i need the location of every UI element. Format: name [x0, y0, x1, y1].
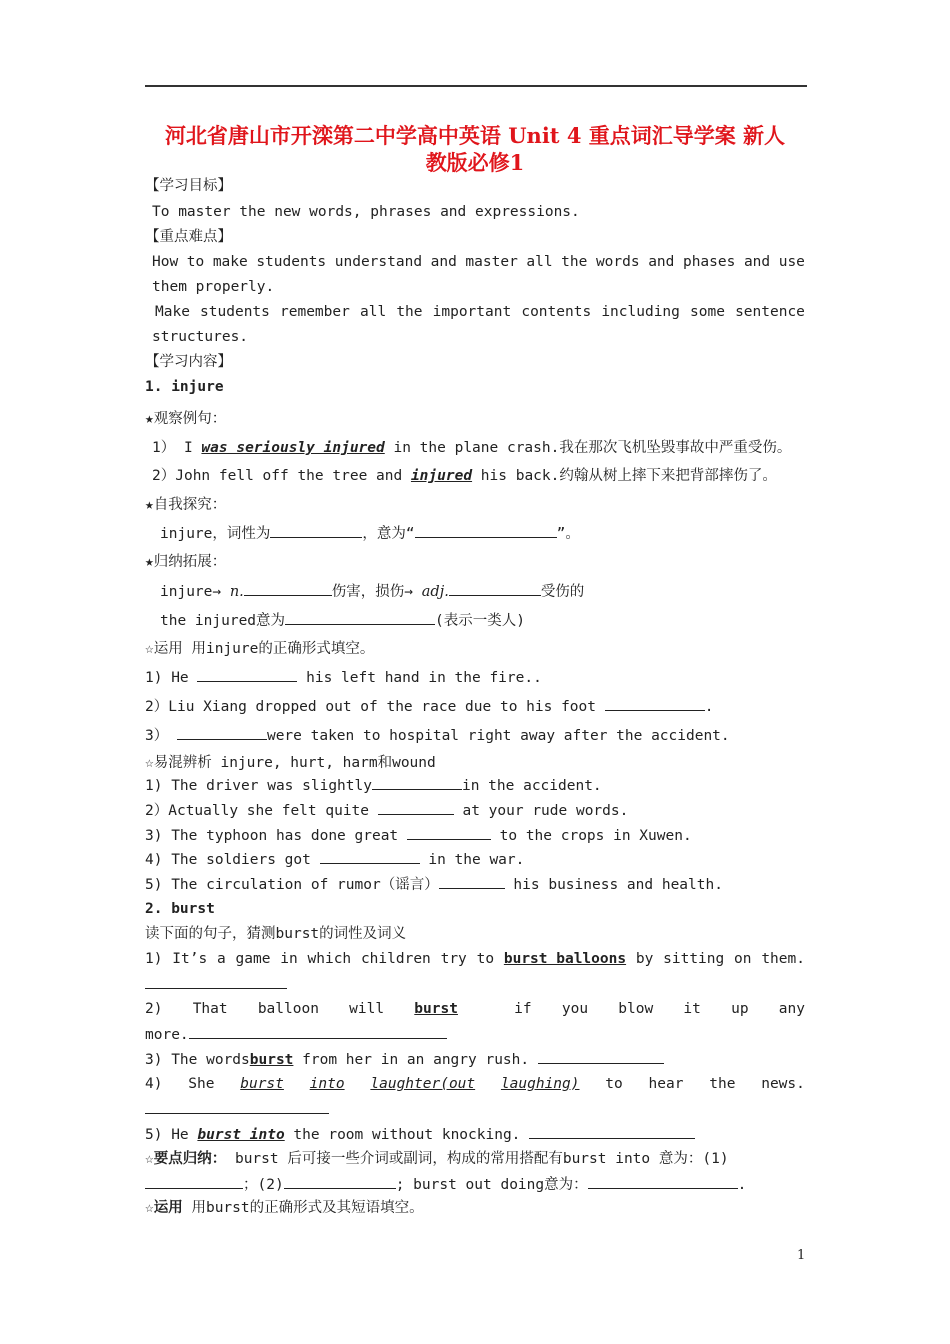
word: try: [440, 951, 467, 967]
confuse-5-b: his business and health.: [504, 877, 723, 893]
confuse-4-a: 4) The soldiers got: [145, 852, 320, 868]
goals-text: To master the new words, phrases and expressions.: [152, 204, 580, 220]
word: That: [192, 1001, 228, 1017]
word: to: [476, 951, 495, 967]
noun-abbr: n.: [229, 584, 244, 600]
apply-1-b: his left hand in the fire..: [297, 670, 542, 686]
word: Make: [155, 304, 190, 320]
word: any: [778, 1001, 805, 1017]
burst-4-emphasis: laughing): [500, 1076, 580, 1092]
observe-heading: ★观察例句：: [145, 411, 227, 427]
apply-heading: ☆运用 用injure的正确形式填空。: [145, 641, 375, 657]
word: hear: [648, 1076, 684, 1092]
example-1-post: in the plane crash.我在那次飞机坠毁事故中严重受伤。: [384, 440, 792, 456]
word: 1): [145, 951, 163, 967]
apply-3-b: were taken to hospital right away after the accident.: [266, 728, 730, 744]
burst-3-b: from her in an angry rush.: [293, 1052, 538, 1068]
difficulty-2-line1: [155, 302, 805, 322]
word: to: [605, 1076, 623, 1092]
key-points-line2: [145, 1174, 746, 1195]
word: including: [601, 304, 680, 320]
burst-4-emphasis: burst: [240, 1076, 284, 1092]
word: sentence: [735, 304, 805, 320]
word: the: [561, 254, 588, 270]
summary-heading: ★归纳拓展：: [145, 554, 227, 570]
adj-blank[interactable]: [449, 581, 541, 596]
key-points-text-a: burst 后可接一些介词或副词，构成的常用搭配有burst into 意为：(1): [226, 1151, 729, 1167]
word: up: [731, 1001, 749, 1017]
summary-line-2: [160, 610, 525, 631]
word: students: [256, 254, 327, 270]
word: 2): [145, 1001, 163, 1017]
word: the: [396, 304, 423, 320]
confuse-3-a: 3) The typhoon has done great: [145, 828, 407, 844]
section-2-title: 2. burst: [145, 901, 215, 917]
summary-text-b: 伤害，损伤→: [331, 584, 422, 600]
burst-4-emphasis: into: [309, 1076, 345, 1092]
explore-text-c: ”。: [556, 526, 580, 542]
word: phases: [682, 254, 736, 270]
example-2-post: his back.约翰从树上摔下来把背部摔伤了。: [472, 468, 777, 484]
word: make: [212, 254, 248, 270]
burst-5-blank[interactable]: [529, 1124, 695, 1139]
key-blank-1[interactable]: [145, 1174, 243, 1189]
explore-text-a: injure，词性为: [160, 526, 271, 542]
pos-blank[interactable]: [270, 523, 362, 538]
example-2-mid: tree and: [332, 468, 411, 484]
summary-injured: the injured意为: [160, 613, 286, 629]
word: by: [635, 951, 654, 967]
confuse-4-b: in the war.: [419, 852, 525, 868]
difficulty-1-line1: [152, 252, 805, 272]
word: balloon: [257, 1001, 319, 1017]
confuse-3-blank[interactable]: [407, 825, 491, 840]
section-1-title: 1. injure: [145, 379, 224, 395]
top-rule: [145, 85, 807, 87]
apply-2-b: .: [704, 699, 714, 715]
burst-5-a: 5) He: [145, 1127, 198, 1143]
confuse-item-3: [145, 825, 692, 846]
confuse-2-b: at your rude words.: [453, 803, 629, 819]
goals-heading: 【学习目标】: [145, 178, 232, 194]
page-number: 1: [797, 1248, 806, 1263]
word: if: [514, 1001, 532, 1017]
difficulty-1-line2: them properly.: [152, 279, 275, 295]
burst-5-b: the room without knocking.: [284, 1127, 530, 1143]
word: sitting: [663, 951, 725, 967]
word: She: [188, 1076, 215, 1092]
burst-4-blank[interactable]: [145, 1099, 329, 1114]
word: will: [349, 1001, 385, 1017]
summary-text-c: 受伤的: [540, 584, 585, 600]
word: important: [432, 304, 512, 320]
example-1-emphasis: was seriously injured: [201, 440, 385, 456]
burst-3-a: 3) The words: [145, 1052, 250, 1068]
word: contents: [521, 304, 592, 320]
explore-line: [160, 523, 580, 544]
word: all: [359, 304, 387, 320]
word: it: [683, 1001, 701, 1017]
burst-2-emphasis: burst: [414, 1001, 458, 1017]
word: and: [743, 254, 771, 270]
confuse-5-blank[interactable]: [439, 874, 505, 889]
burst-1-emphasis: burst balloons: [503, 951, 627, 967]
burst-apply: [145, 1198, 424, 1218]
burst-apply-text: 用burst的正确形式及其短语填空。: [182, 1200, 424, 1216]
burst-1-blank[interactable]: [145, 974, 287, 989]
confuse-1-a: 1) The driver was slightly: [145, 778, 372, 794]
explore-text-b: ，意为“: [362, 526, 415, 542]
word: and: [648, 254, 675, 270]
burst-3-blank[interactable]: [538, 1049, 664, 1064]
burst-4-emphasis: laughter(out: [370, 1076, 476, 1092]
injured-blank[interactable]: [285, 610, 435, 625]
difficulty-2-line2: structures.: [152, 329, 249, 345]
word: and: [430, 254, 457, 270]
word: children: [360, 951, 431, 967]
word: understand: [334, 254, 423, 270]
burst-item-3: [145, 1049, 664, 1070]
burst-item-4-answer: [145, 1099, 329, 1120]
word: blow: [618, 1001, 654, 1017]
word: a: [216, 951, 226, 967]
adj-abbr: adj.: [421, 584, 449, 600]
burst-5-emphasis: burst into: [197, 1127, 285, 1143]
meaning-blank[interactable]: [415, 523, 557, 538]
burst-item-1-answer: [145, 974, 287, 995]
apply-1-blank[interactable]: [197, 667, 297, 682]
key-points-text-b: ；(2): [243, 1177, 284, 1193]
word: How: [152, 254, 179, 270]
confuse-3-b: to the crops in Xuwen.: [490, 828, 692, 844]
apply-3-a: 3）: [145, 728, 177, 744]
example-2-pre: 2）John fell off the: [152, 468, 333, 484]
word: the: [709, 1076, 736, 1092]
word: all: [526, 254, 553, 270]
word: It’s: [172, 951, 208, 967]
word: 4): [145, 1076, 163, 1092]
key-points-label: ☆要点归纳：: [145, 1151, 227, 1167]
burst-item-5: [145, 1124, 695, 1145]
word: use: [778, 254, 805, 270]
document-title-line2: 教版必修1: [425, 150, 525, 175]
summary-injure: injure→: [160, 584, 230, 600]
word: words: [595, 254, 640, 270]
example-1: [152, 438, 791, 458]
word: students: [200, 304, 270, 320]
summary-note: (表示一类人): [435, 613, 525, 629]
apply-item-1: [145, 667, 542, 688]
confuse-item-1: [145, 775, 602, 796]
burst-item-4: [145, 1074, 805, 1094]
noun-blank[interactable]: [244, 581, 332, 596]
confuse-item-5: [145, 874, 723, 895]
confuse-1-blank[interactable]: [372, 775, 462, 790]
confuse-2-a: 2）Actually she felt quite: [145, 803, 378, 819]
word: which: [307, 951, 352, 967]
apply-3-blank[interactable]: [177, 725, 267, 740]
confuse-item-4: [145, 849, 524, 870]
word: game: [235, 951, 271, 967]
confuse-5-a: 5) The circulation of rumor（谣言）: [145, 877, 439, 893]
word: news.: [761, 1076, 805, 1092]
example-1-pre: 1） I: [152, 440, 202, 456]
difficulties-heading: 【重点难点】: [145, 229, 232, 245]
document-title-line1: 河北省唐山市开滦第二中学高中英语 Unit 4 重点词汇导学案 新人: [164, 123, 786, 148]
word: in: [280, 951, 298, 967]
apply-item-3: [145, 725, 730, 746]
burst-3-emphasis: burst: [249, 1052, 294, 1068]
word: them.: [761, 951, 805, 967]
word: master: [465, 254, 518, 270]
example-2-emphasis: injured: [410, 468, 473, 484]
burst-2-more: more.: [145, 1027, 189, 1043]
explore-heading: ★自我探究：: [145, 497, 227, 513]
confuse-item-2: [145, 800, 628, 821]
burst-apply-label: ☆运用: [145, 1200, 183, 1216]
burst-intro: 读下面的句子，猜测burst的词性及词义: [145, 926, 407, 942]
summary-line-1: [160, 581, 584, 602]
key-points-text-c: ; burst out doing意为：: [395, 1177, 588, 1193]
confuse-heading: ☆易混辨析 injure, hurt, harm和wound: [145, 755, 436, 771]
word: remember: [280, 304, 350, 320]
word: you: [561, 1001, 589, 1017]
example-2: [152, 466, 777, 486]
apply-2-a: 2）Liu Xiang dropped out of the race due to his foot: [145, 699, 605, 715]
confuse-2-blank[interactable]: [378, 800, 454, 815]
burst-2-blank[interactable]: [189, 1024, 447, 1039]
key-points-line1: [145, 1149, 729, 1169]
key-points-text-d: .: [737, 1177, 747, 1193]
apply-1-a: 1) He: [145, 670, 198, 686]
burst-item-2: [145, 999, 805, 1019]
content-heading: 【学习内容】: [145, 354, 232, 370]
apply-2-blank[interactable]: [605, 696, 705, 711]
key-blank-2[interactable]: [284, 1174, 396, 1189]
apply-item-2: [145, 696, 713, 717]
confuse-1-b: in the accident.: [461, 778, 602, 794]
word: on: [734, 951, 752, 967]
burst-item-2-line2: [145, 1024, 447, 1045]
key-blank-3[interactable]: [588, 1174, 738, 1189]
confuse-4-blank[interactable]: [320, 849, 420, 864]
word: some: [690, 304, 725, 320]
burst-item-1: [145, 949, 805, 969]
word: to: [186, 254, 205, 270]
